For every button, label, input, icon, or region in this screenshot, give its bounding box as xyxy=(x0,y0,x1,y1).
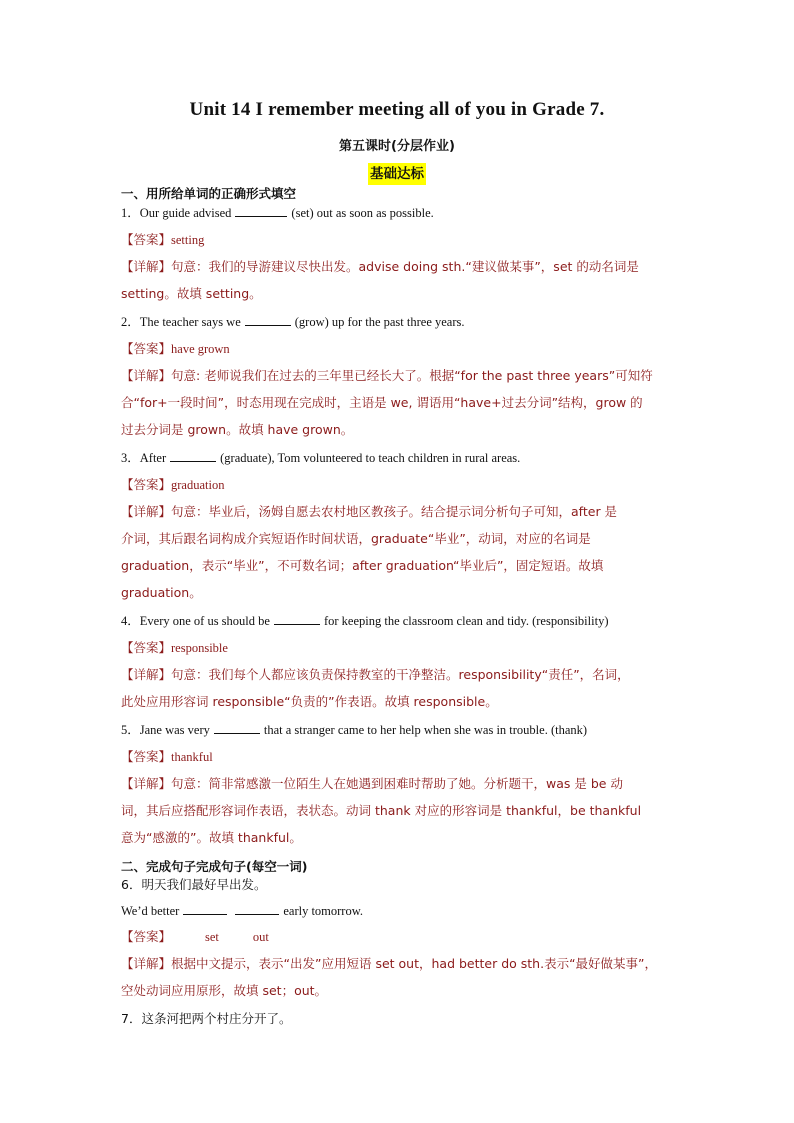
explanation-text: 句意：我们的导游建议尽快出发。advise doing sth.“建议做某事”，set 的动名词是 xyxy=(171,259,639,274)
explanation-line: graduation。 xyxy=(121,585,202,600)
answer-blank[interactable] xyxy=(235,204,287,217)
answer-text: setting xyxy=(171,233,205,247)
question-7 xyxy=(121,1010,681,1028)
explanation-line: 意为“感激的”。故填 thankful。 xyxy=(121,830,302,845)
answer-text: graduation xyxy=(171,478,225,492)
level-heading: 基础达标 xyxy=(368,163,426,185)
question-number: 7． xyxy=(121,1011,142,1026)
answer-tag: 【答案】 xyxy=(121,477,172,492)
explanation-line xyxy=(121,258,681,276)
answer-line xyxy=(121,231,681,249)
answer-text: set xyxy=(205,930,219,944)
question-number: 6． xyxy=(121,877,142,892)
question-text: Our guide advised xyxy=(139,206,232,220)
question-text: for keeping the classroom clean and tidy. (responsibility) xyxy=(323,614,609,628)
question-text: After xyxy=(139,451,167,465)
question-number: 2． xyxy=(121,315,140,329)
question-number: 1． xyxy=(121,206,140,220)
explanation-tag: 【详解】 xyxy=(121,259,172,274)
question-text: (set) out as soon as possible. xyxy=(291,206,434,220)
explanation-tag: 【详解】 xyxy=(121,368,172,383)
question-2 xyxy=(121,313,681,331)
explanation-tag: 【详解】 xyxy=(121,776,172,791)
question-text: Every one of us should be xyxy=(139,614,270,628)
question-text: We’d better xyxy=(121,904,180,918)
explanation-line: 词，其后应搭配形容词作表语，表状态。动词 thank 对应的形容词是 thankful，be thankful xyxy=(121,803,642,818)
question-text: The teacher says we xyxy=(139,315,241,329)
question-5 xyxy=(121,721,681,739)
question-text: (grow) up for the past three years. xyxy=(294,315,465,329)
question-6 xyxy=(121,876,681,894)
answer-blank[interactable] xyxy=(274,612,320,625)
question-text: (graduate), Tom volunteered to teach children in rural areas. xyxy=(220,451,521,465)
question-chinese: 这条河把两个村庄分开了。 xyxy=(141,1011,292,1026)
answer-line xyxy=(121,928,681,946)
answer-line xyxy=(121,476,681,494)
explanation-line xyxy=(121,666,681,684)
explanation-text: 句意：毕业后，汤姆自愿去农村地区教孩子。结合提示词分析句子可知，after 是 xyxy=(171,504,618,519)
answer-tag: 【答案】 xyxy=(121,929,172,944)
explanation-line: 过去分词是 grown。故填 have grown。 xyxy=(121,422,354,437)
page-title: Unit 14 I remember meeting all of you in Grade 7. xyxy=(189,99,605,120)
explanation-line xyxy=(121,955,681,973)
explanation-text: 句意：我们每个人都应该负责保持教室的干净整洁。responsibility“责任”，名词， xyxy=(171,667,630,682)
answer-text: responsible xyxy=(171,641,228,655)
answer-blank[interactable] xyxy=(235,902,279,915)
answer-blank[interactable] xyxy=(245,313,291,326)
explanation-line: setting。故填 setting。 xyxy=(121,286,262,301)
question-number: 5． xyxy=(121,723,140,737)
answer-line xyxy=(121,748,681,766)
question-number: 4． xyxy=(121,614,140,628)
answer-blank[interactable] xyxy=(183,902,227,915)
explanation-line: 空处动词应用原形，故填 set；out。 xyxy=(121,983,328,998)
explanation-line xyxy=(121,503,681,521)
section-2-heading: 二、完成句子完成句子(每空一词) xyxy=(121,859,308,874)
explanation-line: 此处应用形容词 responsible“负责的”作表语。故填 responsible。 xyxy=(121,694,498,709)
explanation-line: 介词，其后跟名词构成介宾短语作时间状语，graduate“毕业”，动词，对应的名词是 xyxy=(121,531,591,546)
answer-blank[interactable] xyxy=(214,721,260,734)
answer-tag: 【答案】 xyxy=(121,640,172,655)
explanation-line xyxy=(121,367,681,385)
answer-blank[interactable] xyxy=(170,449,216,462)
lesson-subtitle: 第五课时(分层作业) xyxy=(339,139,455,154)
explanation-text: 句意：简非常感激一位陌生人在她遇到困难时帮助了她。分析题干，was 是 be 动 xyxy=(171,776,623,791)
answer-tag: 【答案】 xyxy=(121,232,172,247)
answer-line xyxy=(121,639,681,657)
explanation-line xyxy=(121,775,681,793)
explanation-text: 根据中文提示，表示“出发”应用短语 set out，had better do sth.表示“最好做某事”， xyxy=(171,956,658,971)
answer-tag: 【答案】 xyxy=(121,341,172,356)
question-text: that a stranger came to her help when she was in trouble. (thank) xyxy=(263,723,588,737)
question-4 xyxy=(121,612,681,630)
explanation-tag: 【详解】 xyxy=(121,504,172,519)
question-text: early tomorrow. xyxy=(283,904,364,918)
explanation-line: graduation，表示“毕业”，不可数名词；after graduation“毕业后”，固定短语。故填 xyxy=(121,558,604,573)
answer-tag: 【答案】 xyxy=(121,749,172,764)
question-3 xyxy=(121,449,681,467)
explanation-tag: 【详解】 xyxy=(121,667,172,682)
question-number: 3． xyxy=(121,451,140,465)
section-1-heading: 一、用所给单词的正确形式填空 xyxy=(121,186,297,201)
question-text: Jane was very xyxy=(139,723,210,737)
answer-text: thankful xyxy=(171,750,213,764)
level-heading-wrap xyxy=(0,163,794,185)
explanation-tag: 【详解】 xyxy=(121,956,172,971)
explanation-text: 句意: 老师说我们在过去的三年里已经长大了。根据“for the past three years”可知符 xyxy=(171,368,653,383)
question-6-sentence xyxy=(121,902,681,920)
answer-text: out xyxy=(252,930,269,944)
question-1 xyxy=(121,204,681,222)
question-chinese: 明天我们最好早出发。 xyxy=(141,877,267,892)
answer-text: have grown xyxy=(171,342,230,356)
explanation-line: 合“for+一段时间”，时态用现在完成时，主语是 we, 谓语用“have+过去分词”结构，grow 的 xyxy=(121,395,643,410)
answer-line xyxy=(121,340,681,358)
